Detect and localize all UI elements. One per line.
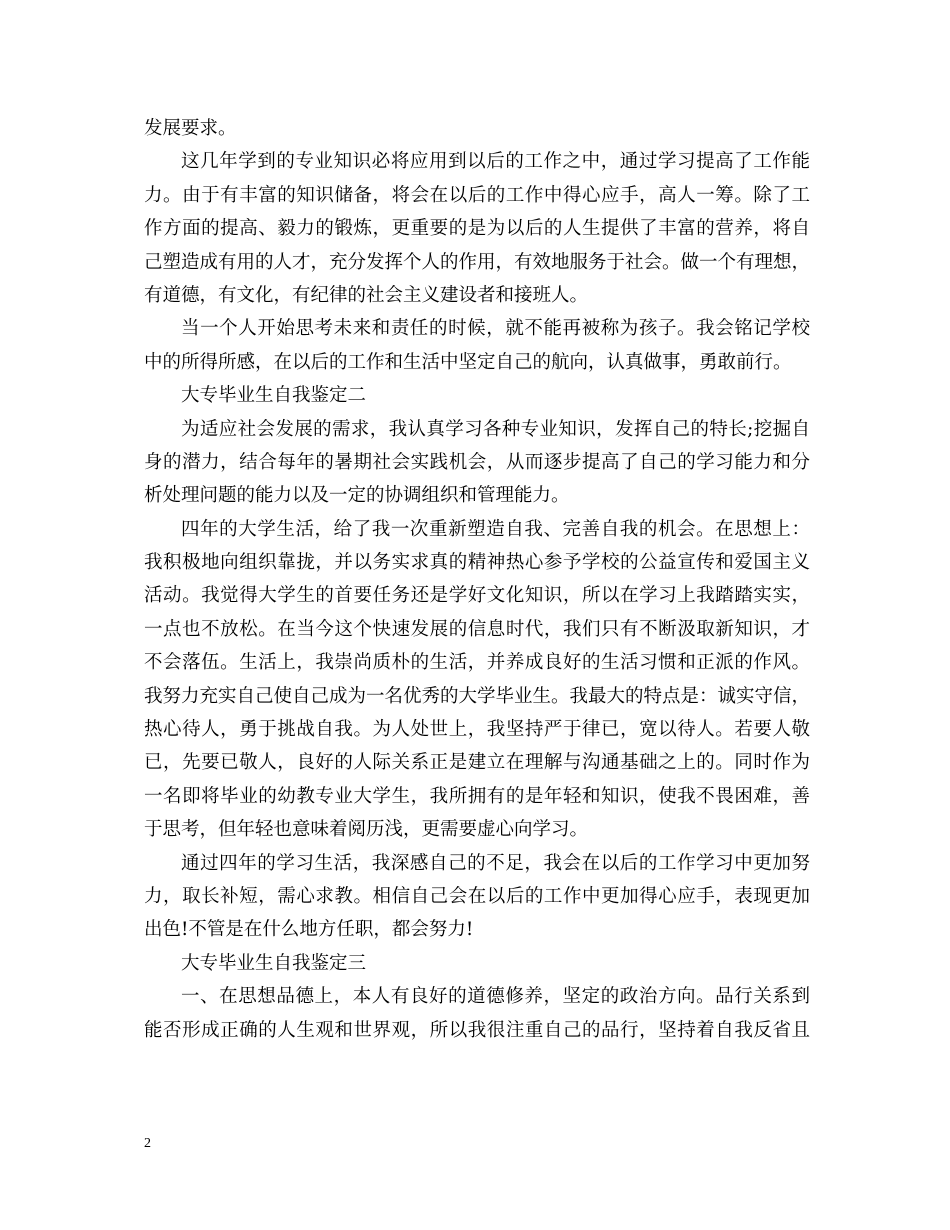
text-line: 一点也不放松。在当今这个快速发展的信息时代，我们只有不断汲取新知识，才 [144, 618, 810, 640]
text-line: 中的所得所感，在以后的工作和生活中坚定自己的航向，认真做事，勇敢前行。 [144, 351, 792, 373]
text-line: 有道德，有文化，有纪律的社会主义建设者和接班人。 [144, 284, 589, 306]
page-number: 2 [144, 1136, 151, 1151]
text-line: 大专毕业生自我鉴定三 [181, 952, 367, 974]
text-line: 身的潜力，结合每年的暑期社会实践机会，从而逐步提高了自己的学习能力和分 [144, 451, 810, 473]
text-line: 通过四年的学习生活，我深感自己的不足，我会在以后的工作学习中更加努 [181, 852, 810, 874]
text-line: 析处理问题的能力以及一定的协调组织和管理能力。 [144, 485, 570, 507]
text-line: 已，先要已敬人，良好的人际关系正是建立在理解与沟通基础之上的。同时作为 [144, 752, 810, 774]
text-line: 活动。我觉得大学生的首要任务还是学好文化知识，所以在学习上我踏踏实实， [144, 585, 810, 607]
document-body [144, 112, 810, 1047]
text-line: 四年的大学生活，给了我一次重新塑造自我、完善自我的机会。在思想上： [181, 518, 810, 540]
text-line: 热心待人，勇于挑战自我。为人处世上，我坚持严于律已，宽以待人。若要人敬 [144, 719, 810, 741]
text-line: 力，取长补短，需心求教。相信自己会在以后的工作中更加得心应手，表现更加 [144, 885, 810, 907]
text-line: 能否形成正确的人生观和世界观，所以我很注重自己的品行，坚持着自我反省且 [144, 1019, 810, 1041]
text-line: 力。由于有丰富的知识储备，将会在以后的工作中得心应手，高人一筹。除了工 [144, 184, 810, 206]
text-line: 一名即将毕业的幼教专业大学生，我所拥有的是年轻和知识，使我不畏困难，善 [144, 785, 810, 807]
text-line: 不会落伍。生活上，我崇尚质朴的生活，并养成良好的生活习惯和正派的作风。 [144, 652, 810, 674]
text-line: 大专毕业生自我鉴定二 [181, 385, 367, 407]
text-line: 我努力充实自己使自己成为一名优秀的大学毕业生。我最大的特点是：诚实守信， [144, 685, 811, 707]
text-line: 作方面的提高、毅力的锻炼，更重要的是为以后的人生提供了丰富的营养，将自 [144, 218, 810, 240]
text-line: 我积极地向组织靠拢，并以务实求真的精神热心参予学校的公益宣传和爱国主义 [144, 552, 810, 574]
text-line: 己塑造成有用的人才，充分发挥个人的作用，有效地服务于社会。做一个有理想， [144, 251, 811, 273]
text-line: 为适应社会发展的需求，我认真学习各种专业知识，发挥自己的特长;挖掘自 [181, 418, 810, 440]
text-line: 一、在思想品德上，本人有良好的道德修养，坚定的政治方向。品行关系到 [181, 986, 810, 1008]
text-line: 当一个人开始思考未来和责任的时候，就不能再被称为孩子。我会铭记学校 [181, 318, 810, 340]
text-line: 于思考，但年轻也意味着阅历浅，更需要虚心向学习。 [144, 819, 589, 841]
text-line: 这几年学到的专业知识必将应用到以后的工作之中，通过学习提高了工作能 [181, 151, 810, 173]
text-line: 出色!不管是在什么地方任职，都会努力! [144, 919, 474, 941]
text-line: 发展要求。 [144, 118, 237, 139]
